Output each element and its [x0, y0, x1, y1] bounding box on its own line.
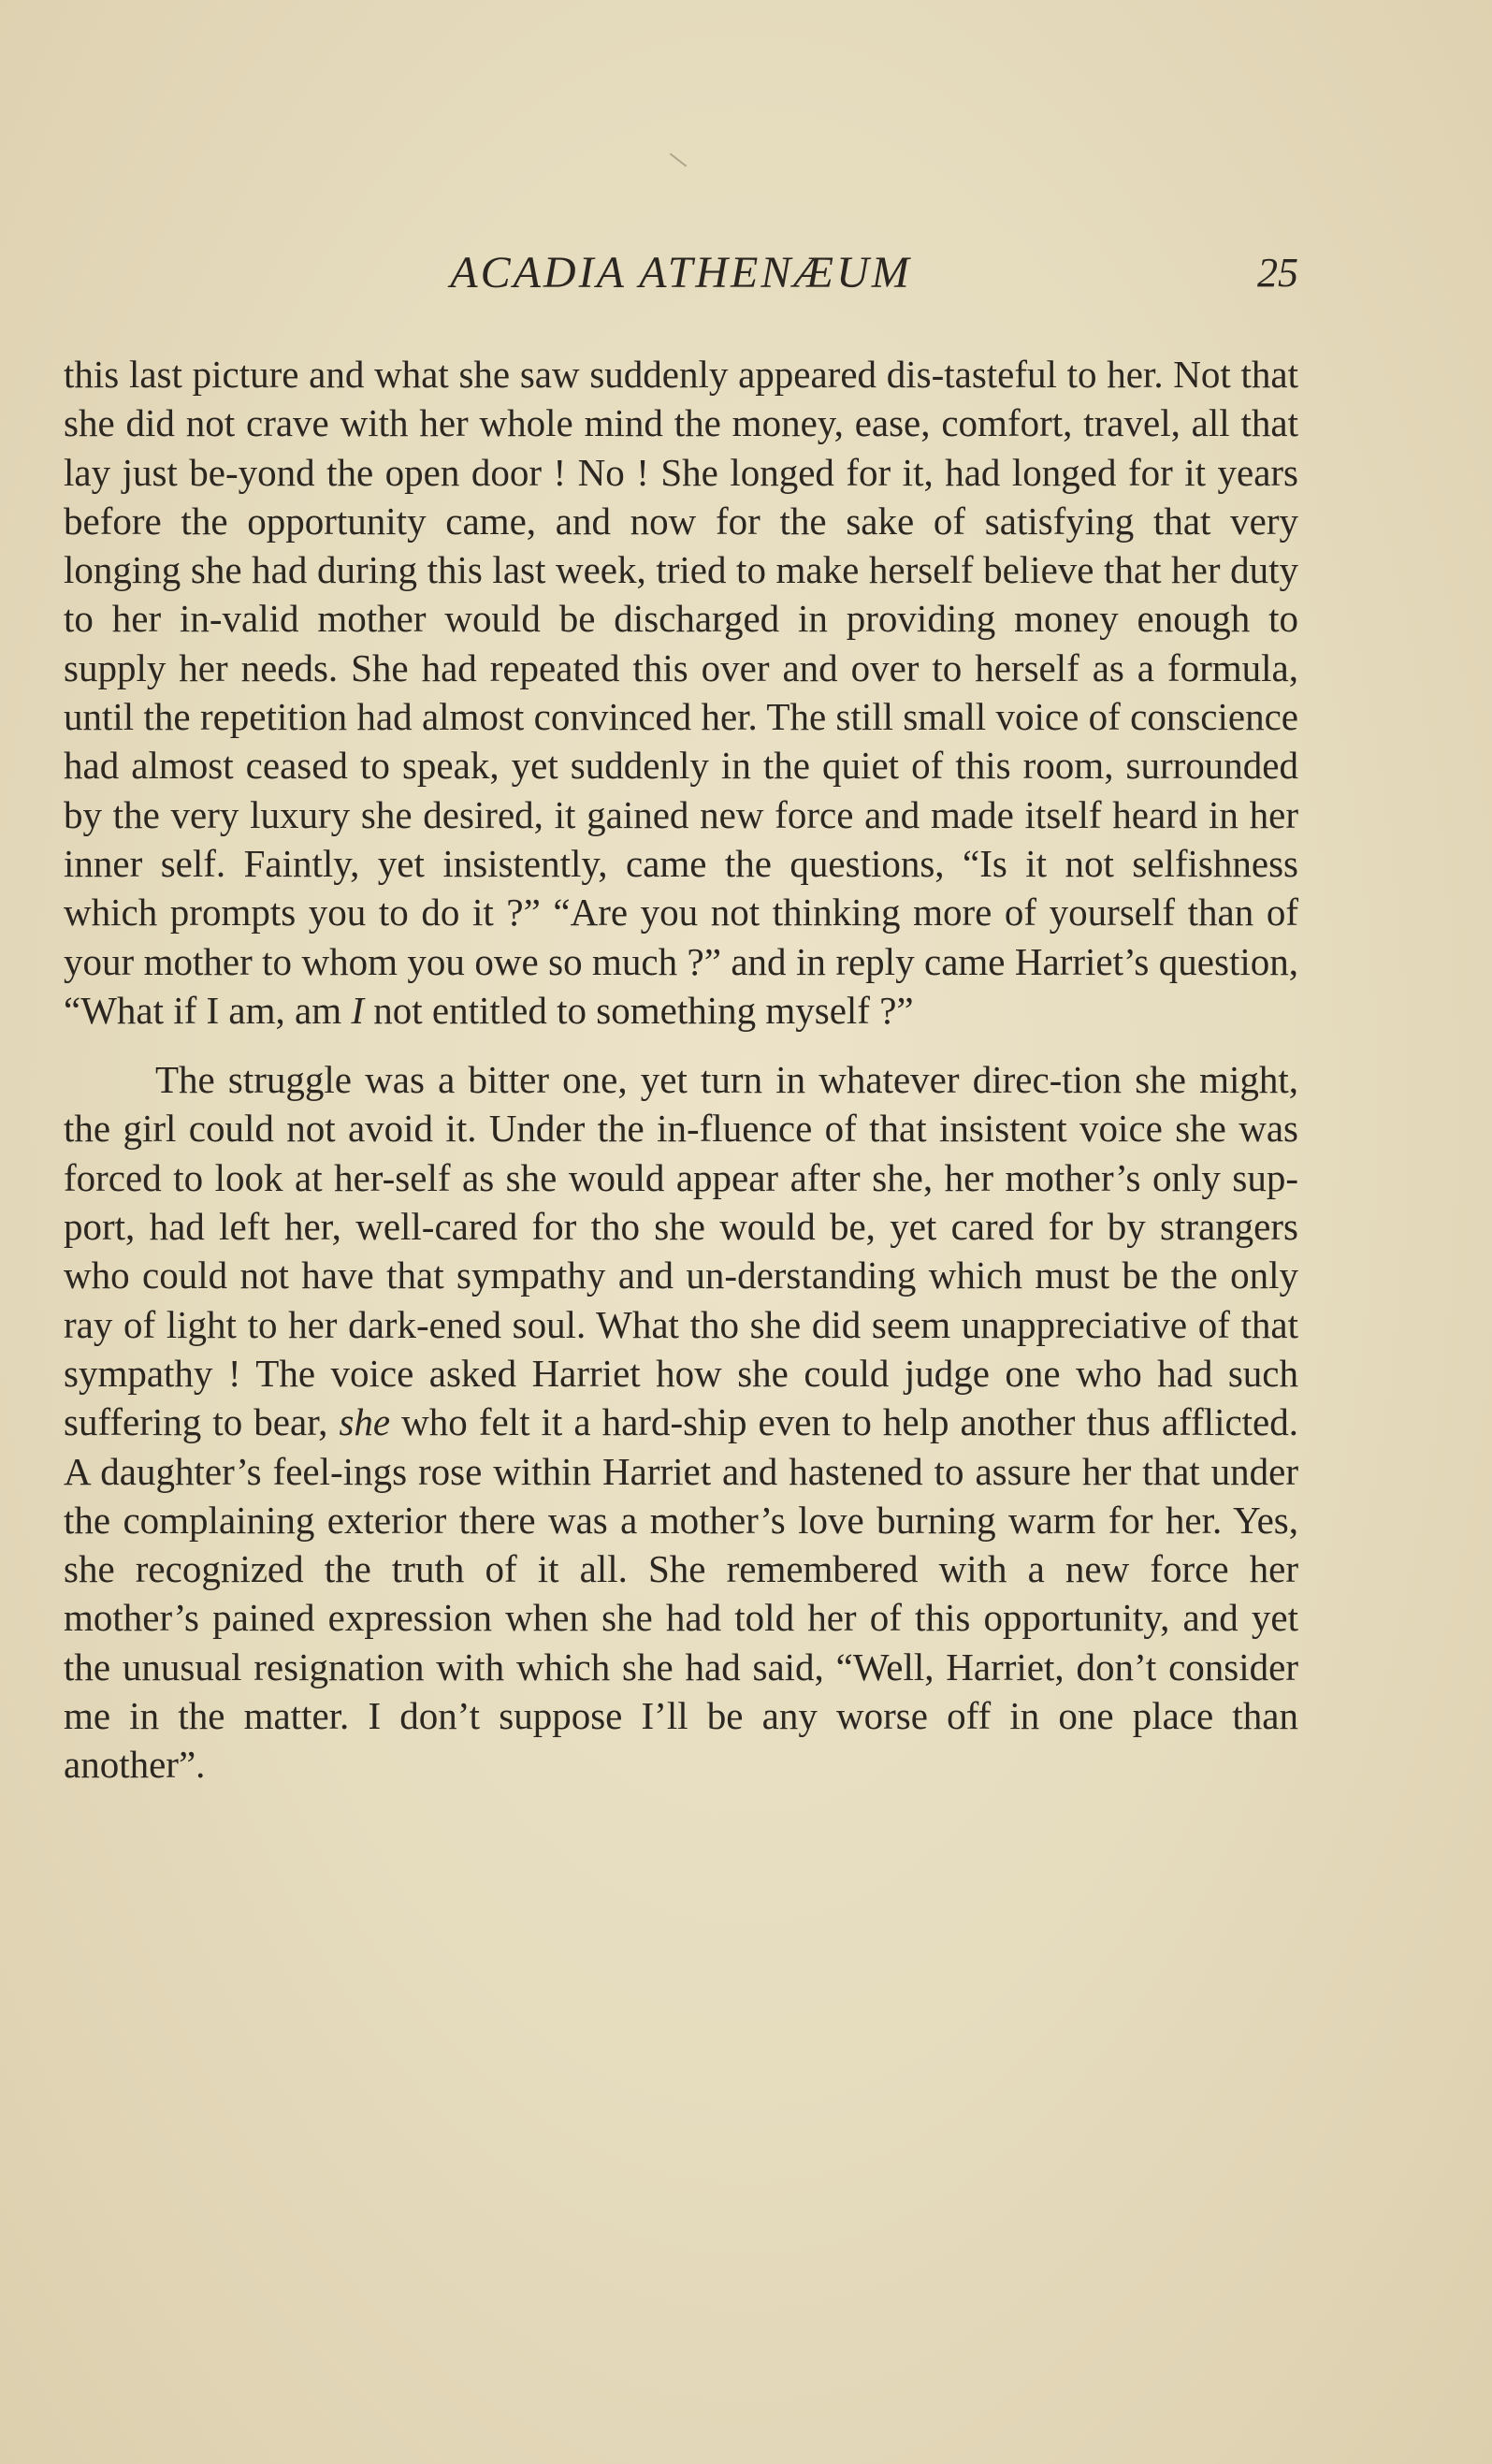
text-segment: who felt it a hard-ship even to help another thus afflicted. A daughter’s feel-ings rose within Harriet and hastened to assure her that under the complaining exterior there was a mother’s love burning warm for her. Yes, she recognized the truth of it all. She remembered with a new force her mother’s pained expression when she had told her of this opportunity, and yet the unusual resignation with which she had said, “Well, Harriet, don’t consider me in the matter. I don’t suppose I’ll be any worse off in one place than another”. [64, 1400, 1298, 1787]
paper-mark [670, 152, 688, 167]
text-segment: not entitled to something myself ?” [364, 988, 914, 1032]
journal-title: ACADIA ATHENÆUM [450, 248, 912, 297]
paragraph-2 [64, 1055, 1298, 1789]
italic-word: she [339, 1400, 391, 1444]
running-head [64, 245, 1298, 301]
body-text [64, 350, 1298, 1790]
text-segment: The struggle was a bitter one, yet turn in whatever direc-tion she might, the girl could not avoid it. Under the in-fluence of that insistent voice she was forced to look at her-self as she would appear after she, her mother’s only sup-port, had left her, well-cared for tho she would be, yet cared for by strangers who could not have that sympathy and un-derstanding which must be the only ray of light to her dark-ened soul. What tho she did seem unappreciative of that sympathy ! The voice asked Harriet how she could judge one who had such suffering to bear, [64, 1058, 1298, 1444]
italic-word: I [351, 988, 365, 1032]
page-number: 25 [1257, 250, 1298, 296]
paragraph-1 [64, 350, 1298, 1035]
text-segment: this last picture and what she saw suddenly appeared dis-tasteful to her. Not that she did not crave with her whole mind the money, ease, comfort, travel, all that lay just be-yond the open door ! No ! She longed for it, had longed for it years before the opportunity came, and now for the sake of satisfying that very longing she had during this last week, tried to make herself believe that her duty to her in-valid mother would be discharged in providing money enough to supply her needs. She had repeated this over and over to herself as a formula, until the repetition had almost convinced her. The still small voice of conscience had almost ceased to speak, yet suddenly in the quiet of this room, surrounded by the very luxury she desired, it gained new force and made itself heard in her inner self. Faintly, yet insistently, came the questions, “Is it not selfishness which prompts you to do it ?” “Are you not thinking more of yourself than of your mother to whom you owe so much ?” and in reply came Harriet’s question, “What if I am, am [64, 353, 1298, 1032]
